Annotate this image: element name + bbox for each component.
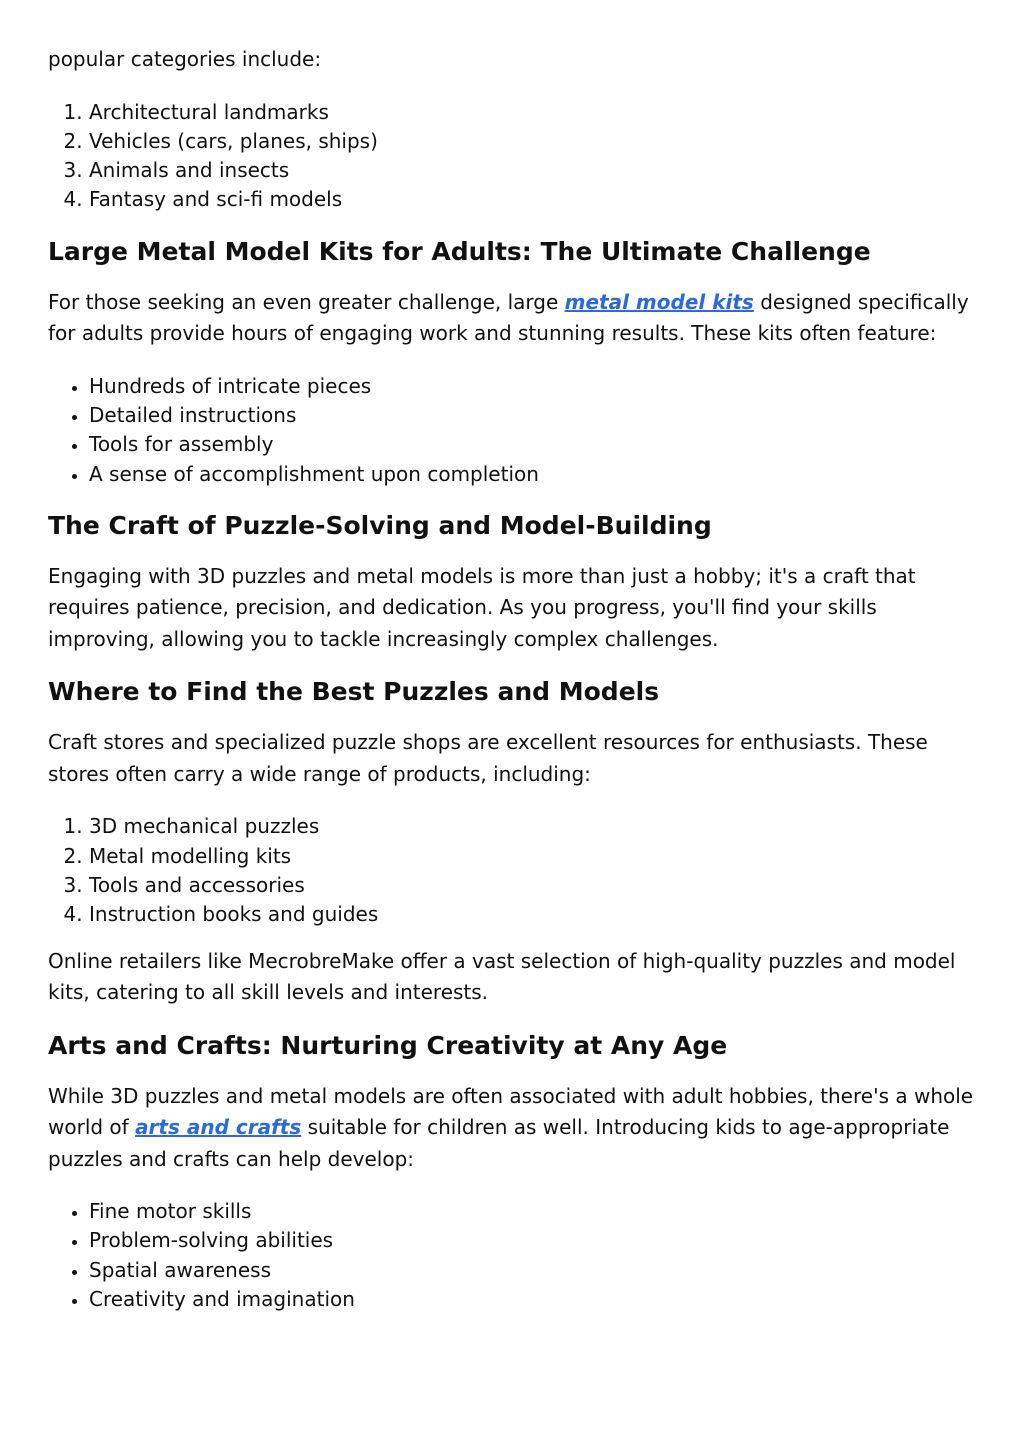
list-item: • Problem-solving abilities [89,1226,984,1255]
paragraph-text: designed specifically for adults provide hours of engaging work and stunning results. These kits often feature: [48,289,969,346]
list-item: • A sense of accomplishment upon completion [89,460,984,489]
list-item: 1. Architectural landmarks [89,98,984,127]
large-kits-paragraph [48,287,984,350]
features-list [48,372,984,489]
paragraph-text: While 3D puzzles and metal models are often associated with adult hobbies, there's a whole world of [48,1083,974,1140]
retailers-paragraph: Online retailers like MecrobreMake offer a vast selection of high-quality puzzles and model kits, catering to all skill levels and interests. [48,948,956,1005]
arts-paragraph [48,1081,984,1176]
section-heading: Arts and Crafts: Nurturing Creativity at Any Age [48,1030,728,1060]
list-item: 4. Fantasy and sci-fi models [89,185,984,214]
list-item: • Detailed instructions [89,401,984,430]
document-page [48,44,984,1314]
paragraph-text: For those seeking an even greater challenge, large [48,289,565,314]
list-item: • Hundreds of intricate pieces [89,372,984,401]
section-heading: The Craft of Puzzle-Solving and Model-Building [48,510,712,540]
list-item: 3. Tools and accessories [89,871,984,900]
section-heading: Large Metal Model Kits for Adults: The Ultimate Challenge [48,236,871,266]
metal-model-kits-link[interactable]: metal model kits [564,289,754,314]
list-item: 4. Instruction books and guides [89,900,984,929]
paragraph-text: suitable for children as well. Introducing kids to age-appropriate puzzles and crafts can help develop: [48,1115,950,1171]
where-paragraph: Craft stores and specialized puzzle shops are excellent resources for enthusiasts. These stores often carry a wide range of products, including: [48,730,928,786]
list-item: • Fine motor skills [89,1197,984,1226]
list-item: • Creativity and imagination [89,1285,984,1314]
list-item: 2. Metal modelling kits [89,842,984,871]
list-item: 2. Vehicles (cars, planes, ships) [89,127,984,156]
list-item: 1. 3D mechanical puzzles [89,812,984,841]
intro-text: popular categories include: [48,47,322,71]
section-heading: Where to Find the Best Puzzles and Models [48,677,660,707]
craft-paragraph: Engaging with 3D puzzles and metal models is more than just a hobby; it's a craft that requires patience, precision, and dedication. As you progress, you'll find your skills improving, allowing you to tackle increasingly complex challenges. [48,563,916,651]
arts-and-crafts-link[interactable]: arts and crafts [135,1115,302,1140]
skills-list [48,1197,984,1314]
list-item: 3. Animals and insects [89,156,984,185]
list-item: • Tools for assembly [89,430,984,459]
products-list [48,812,984,929]
categories-list [48,98,984,215]
list-item: • Spatial awareness [89,1256,984,1285]
